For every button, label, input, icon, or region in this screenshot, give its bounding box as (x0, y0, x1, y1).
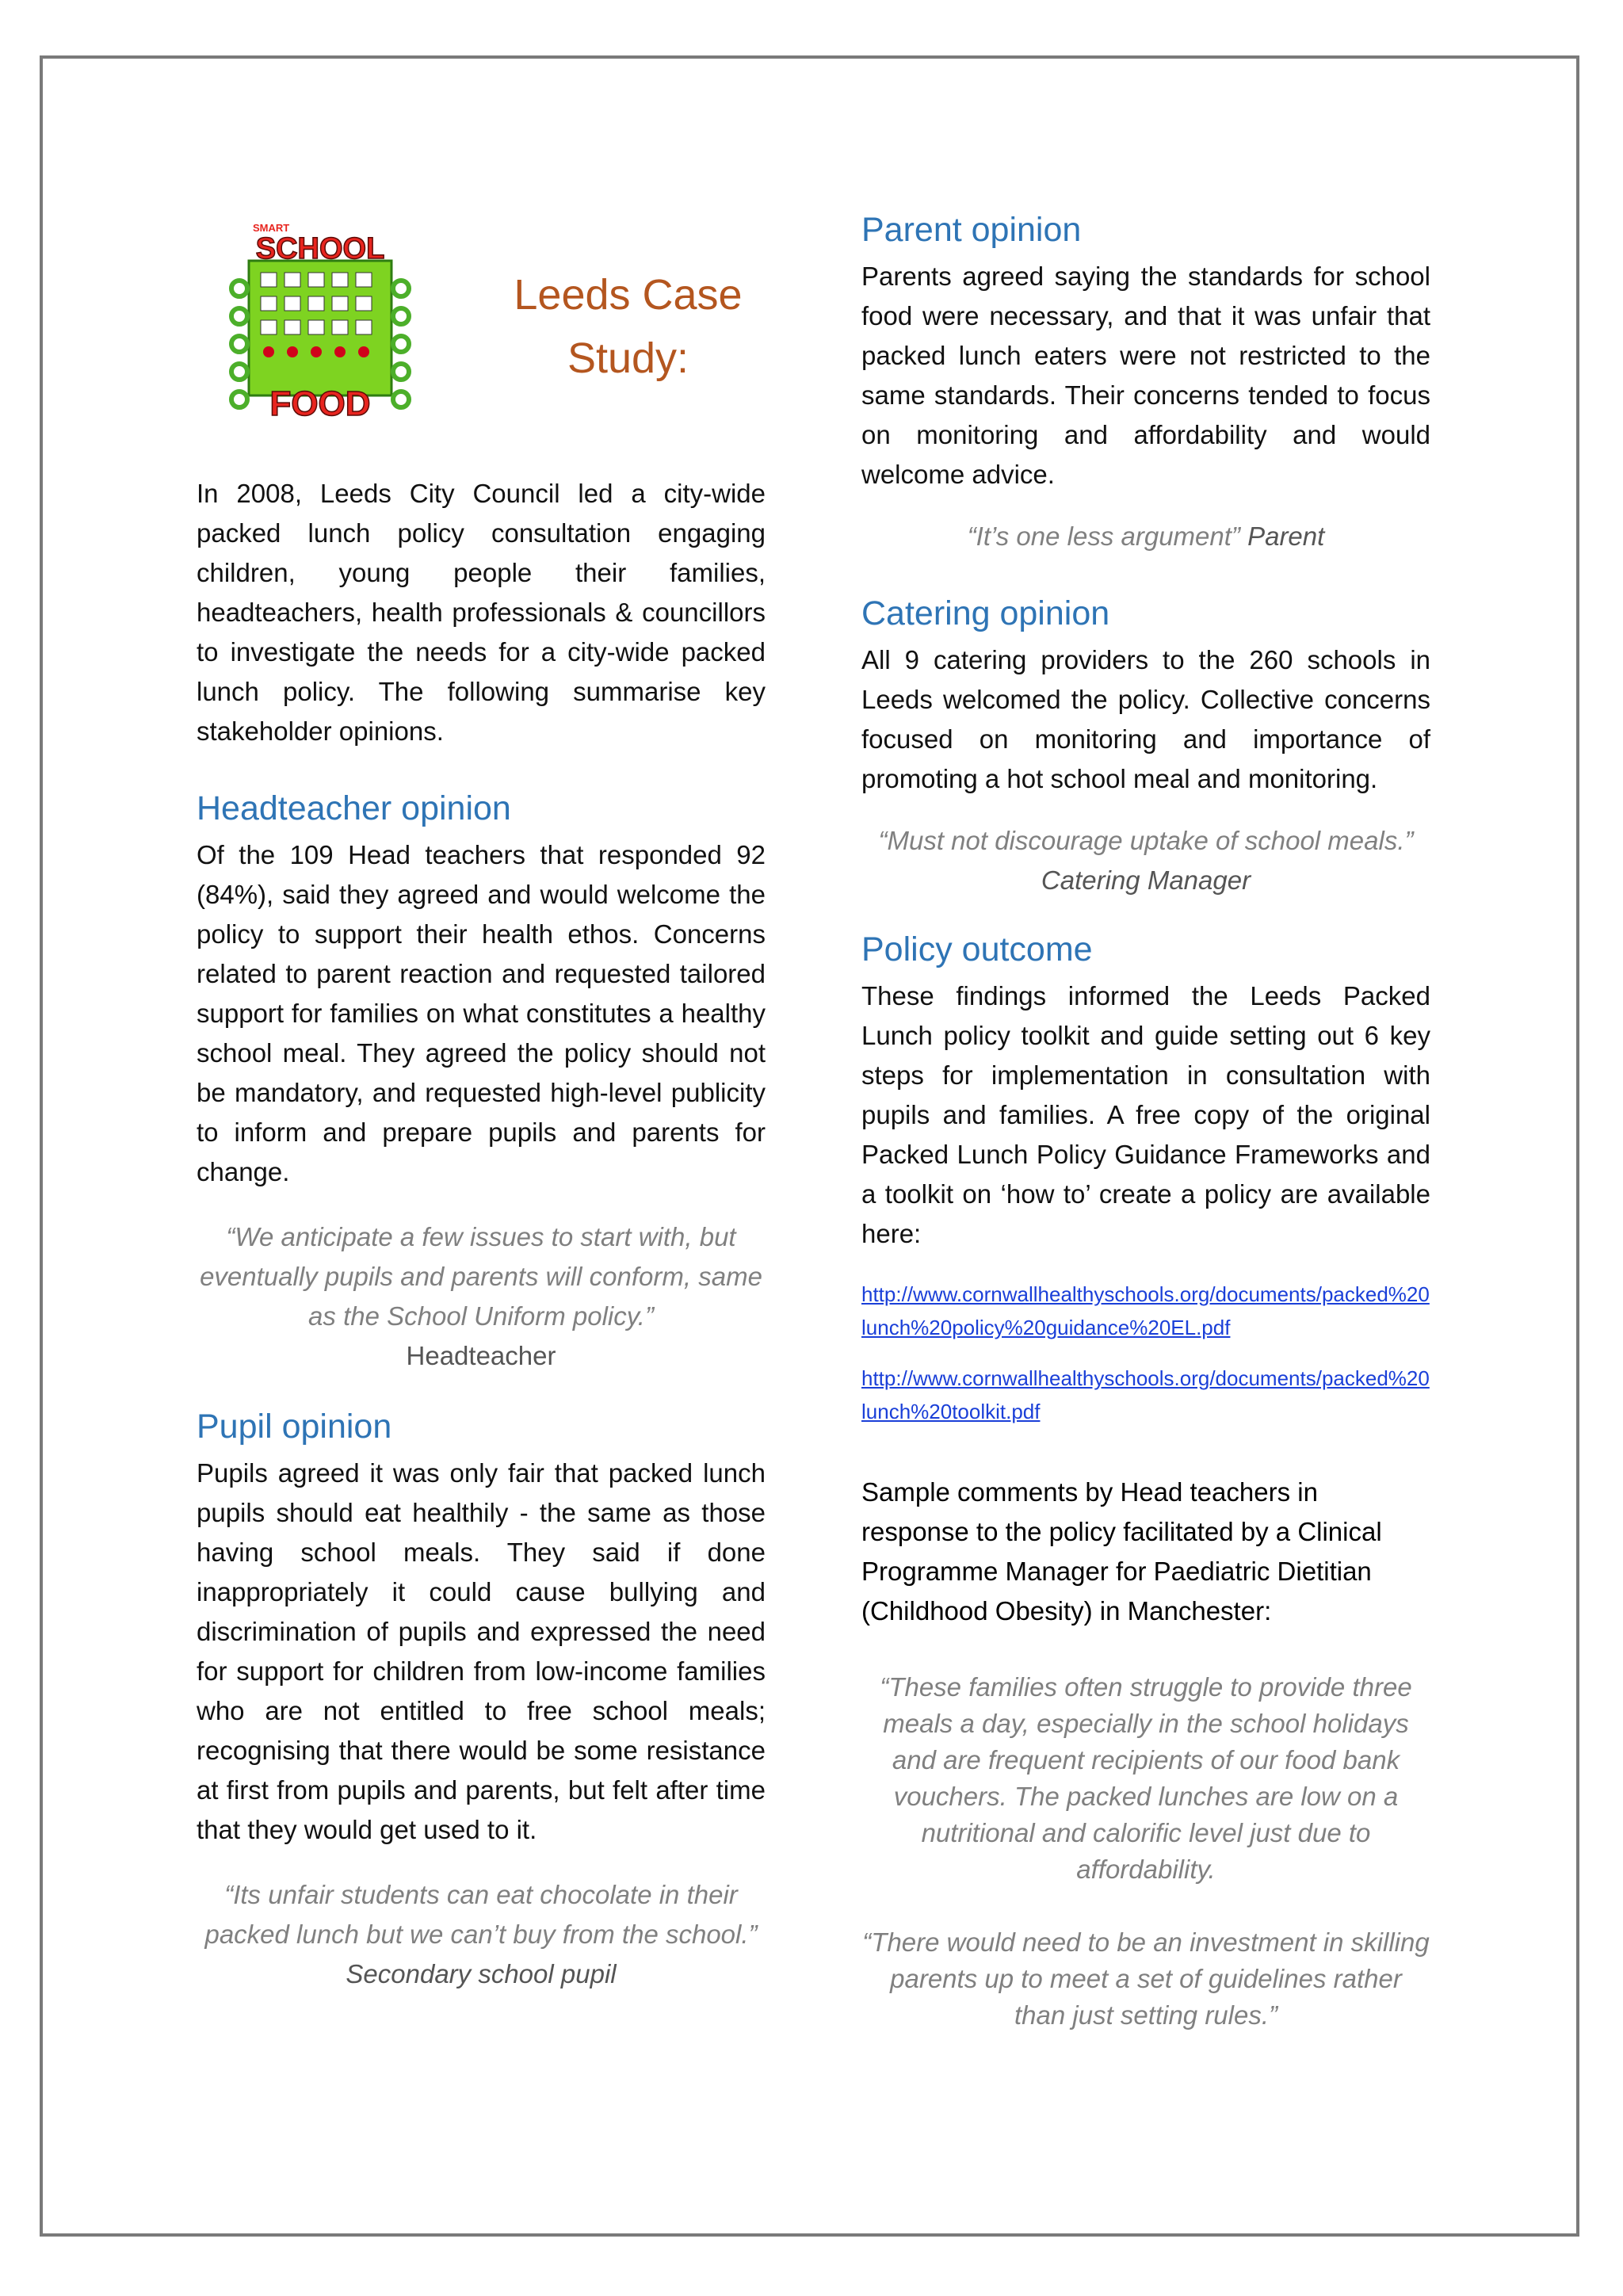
catering-attribution: Catering Manager (1041, 865, 1251, 895)
parent-quote-block (861, 517, 1430, 556)
toolkit-link[interactable]: http://www.cornwallhealthyschools.org/documents/packed%20lunch%20toolkit.pdf (861, 1366, 1430, 1423)
page-title-line1: Leeds Case (514, 271, 743, 319)
guidance-link[interactable]: http://www.cornwallhealthyschools.org/documents/packed%20lunch%20policy%20guidance%20EL.pdf (861, 1282, 1430, 1339)
headteacher-body: Of the 109 Head teachers that responded 92 (84%), said they agreed and would welcome the policy to support their health ethos. Concerns related to parent reaction and requested tailored support for families on what constitutes a healthy school meal. They agreed the policy should not be mandatory, and requested high-level publicity to inform and prepare pupils and parents for change. (197, 840, 766, 1186)
catering-quote: “Must not discourage uptake of school meals.” (878, 826, 1414, 855)
pupil-attribution: Secondary school pupil (346, 1959, 617, 1988)
sample-intro: Sample comments by Head teachers in response to the policy facilitated by a Clinical Programme Manager for Paediatric Dietitian (Childhood Obesity) in Manchester: (861, 1477, 1382, 1626)
headteacher-attribution: Headteacher (406, 1341, 556, 1370)
policy-heading: Policy outcome (861, 930, 1093, 968)
headteacher-quote: “We anticipate a few issues to start with, but eventually pupils and parents will conform, same as the School Uniform policy.” (200, 1222, 762, 1331)
parent-attribution: Parent (1247, 521, 1325, 551)
catering-body: All 9 catering providers to the 260 schools in Leeds welcomed the policy. Collective concerns focused on monitoring and importance of promoting a hot school meal and monitoring. (861, 645, 1430, 793)
left-column (197, 474, 766, 1994)
policy-body: These findings informed the Leeds Packed Lunch policy toolkit and guide setting out 6 key steps for implementation in consultation with pupils and families. A free copy of the original Packed Lunch Policy Guidance Frameworks and a toolkit on ‘how to’ create a policy are available here: (861, 981, 1430, 1248)
page-title (475, 263, 781, 390)
sample-quote-2: “There would need to be an investment in skilling parents up to meet a set of guidelines rather than just setting rules.” (862, 1927, 1430, 2030)
school-food-logo (225, 217, 415, 423)
headteacher-heading: Headteacher opinion (197, 789, 511, 827)
pupil-quote-block (197, 1875, 766, 1994)
headteacher-quote-block (197, 1217, 766, 1376)
pupil-body: Pupils agreed it was only fair that packed lunch pupils should eat healthily - the same as those having school meals. They said if done inappropriately it could cause bullying and discrimination of pupils and expressed the need for support for children from low-income families who are not entitled to free school meals; recognising that there would be some resistance at first from pupils and parents, but felt after time that they would get used to it. (197, 1458, 766, 1844)
logo-bottom-text: FOOD (269, 384, 371, 423)
parent-heading: Parent opinion (861, 211, 1082, 249)
catering-quote-block (861, 821, 1430, 900)
catering-heading: Catering opinion (861, 594, 1110, 632)
intro-paragraph: In 2008, Leeds City Council led a city-wide packed lunch policy consultation engaging children, young people their families, headteachers, health professionals & councillors to investigate the needs for a city-wide packed lunch policy. The following summarise key stakeholder opinions. (197, 479, 766, 746)
page-title-line2: Study: (567, 334, 689, 382)
sample-quote-1: “These families often struggle to provide three meals a day, especially in the school holidays and are frequent recipients of our food bank vouchers. The packed lunches are low on a nutritional and calorific level just due to affordability. (880, 1672, 1412, 1884)
logo-top-text: SCHOOL (255, 232, 385, 266)
parent-quote: “It’s one less argument” (967, 521, 1240, 551)
pupil-quote: “Its unfair students can eat chocolate in their packed lunch but we can’t buy from the school.” (204, 1880, 758, 1949)
logo-tag-text: SMART (253, 222, 290, 234)
right-column (861, 208, 1430, 2034)
pupil-heading: Pupil opinion (197, 1408, 392, 1446)
parent-body: Parents agreed saying the standards for school food were necessary, and that it was unfair that packed lunch eaters were not restricted to the same standards. Their concerns tended to focus on monitoring and affordability and would welcome advice. (861, 262, 1430, 489)
